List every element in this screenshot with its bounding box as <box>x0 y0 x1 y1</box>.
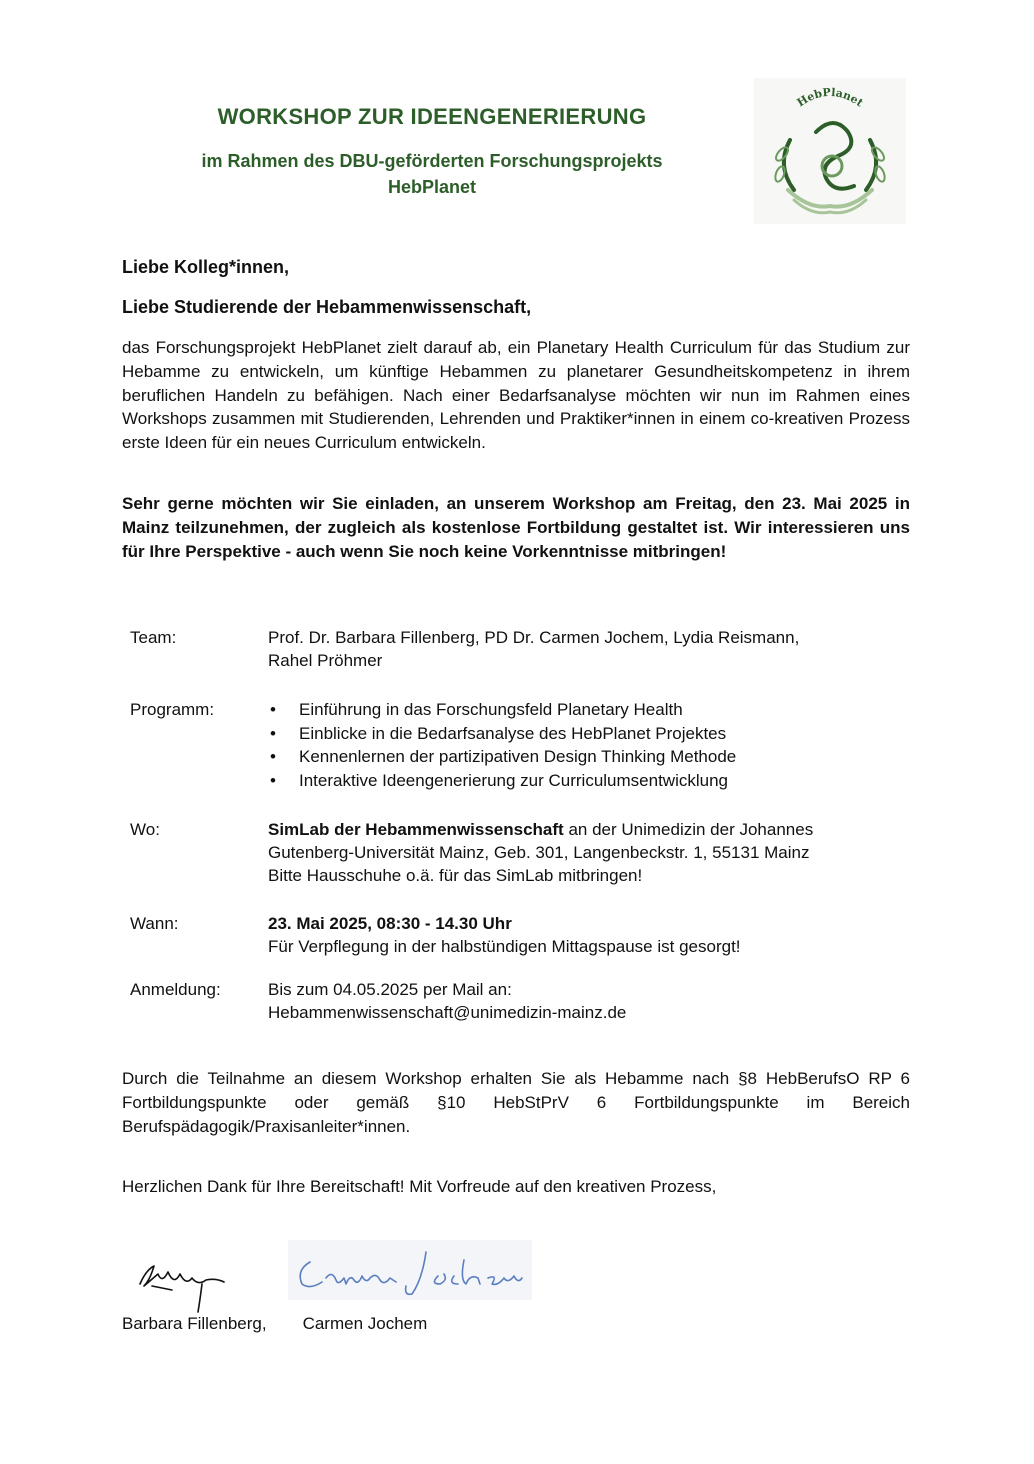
signature-fillenberg <box>132 1256 230 1316</box>
subtitle-line-2: HebPlanet <box>387 177 477 197</box>
programm-item-1: Einführung in das Forschungsfeld Planetary Health <box>299 700 683 719</box>
venue-name: SimLab der Hebammenwissenschaft <box>268 820 564 839</box>
list-item <box>268 745 908 769</box>
hebplanet-logo <box>754 78 906 224</box>
list-item <box>268 722 908 746</box>
list-item <box>268 769 908 793</box>
programm-list <box>268 698 908 792</box>
greeting-students: Liebe Studierende der Hebammenwissenschaft, <box>122 297 532 317</box>
wann-label: Wann: <box>130 914 179 933</box>
wo-value <box>268 818 908 887</box>
team-value <box>268 626 908 672</box>
bullet-icon: • <box>270 747 276 766</box>
anmeldung-label: Anmeldung: <box>130 980 221 999</box>
signatory-fillenberg: Barbara Fillenberg, <box>122 1314 267 1333</box>
team-line-1: Prof. Dr. Barbara Fillenberg, PD Dr. Carmen Jochem, Lydia Reismann, <box>268 628 800 647</box>
event-time: 23. Mai 2025, 08:30 - 14.30 Uhr <box>268 914 512 933</box>
signatory-jochem: Carmen Jochem <box>302 1314 428 1333</box>
programm-label: Programm: <box>130 700 215 719</box>
greeting-colleagues: Liebe Kolleg*innen, <box>122 257 290 277</box>
document-subtitle <box>150 148 714 200</box>
team-label: Team: <box>130 628 177 647</box>
anmeldung-deadline: Bis zum 04.05.2025 per Mail an: <box>268 980 512 999</box>
document-title: WORKSHOP ZUR IDEENGENERIERUNG <box>217 104 647 129</box>
programm-item-3: Kennenlernen der partizipativen Design Thinking Methode <box>299 747 737 766</box>
intro-paragraph: das Forschungsprojekt HebPlanet zielt darauf ab, ein Planetary Health Curriculum für das Studium zur Hebamme zu entwickeln, um künftige Hebammen zu planetarer Gesundheitskompetenz in ihrem beruflichen Handeln zu befähigen. Nach einer Bedarfsanalyse möchten wir nun im Rahmen eines Workshops zusammen mit Studierenden, Lehrenden und Praktiker*innen in einem co-kreativen Prozess erste Ideen für ein neues Curriculum entwickeln. <box>122 338 910 453</box>
invitation-paragraph: Sehr gerne möchten wir Sie einladen, an unserem Workshop am Freitag, den 23. Mai 2025 in Mainz teilzunehmen, der zugleich als kostenlose Fortbildung gestaltet ist. Wir interessieren uns für Ihre Perspektive - auch wenn Sie noch keine Vorkenntnisse mitbringen! <box>122 494 910 561</box>
programm-item-4: Interaktive Ideengenerierung zur Curriculumsentwicklung <box>299 770 728 790</box>
bullet-icon: • <box>270 770 276 790</box>
wo-line-2: Gutenberg-Universität Mainz, Geb. 301, Langenbeckstr. 1, 55131 Mainz <box>268 843 810 862</box>
thanks-line: Herzlichen Dank für Ihre Bereitschaft! Mit Vorfreude auf den kreativen Prozess, <box>122 1177 717 1196</box>
wo-line-3: Bitte Hausschuhe o.ä. für das SimLab mitbringen! <box>268 866 643 885</box>
programm-item-2: Einblicke in die Bedarfsanalyse des HebPlanet Projektes <box>299 723 727 743</box>
wo-label: Wo: <box>130 820 160 839</box>
logo-text: HebPlanet <box>794 85 866 110</box>
certification-paragraph: Durch die Teilnahme an diesem Workshop erhalten Sie als Hebamme nach §8 HebBerufsO RP 6 Fortbildungspunkte oder gemäß §10 HebStPrV 6 Fortbildungspunkte im Bereich Berufspädagogik/Praxisanleiter*innen. <box>122 1069 910 1136</box>
registration-email[interactable]: Hebammenwissenschaft@unimedizin-mainz.de <box>268 1003 627 1022</box>
anmeldung-value <box>268 978 908 1024</box>
wann-value <box>268 912 908 958</box>
signature-jochem <box>288 1240 532 1300</box>
catering-note: Für Verpflegung in der halbstündigen Mittagspause ist gesorgt! <box>268 937 741 956</box>
bullet-icon: • <box>270 723 276 743</box>
wo-line-1 <box>268 818 908 841</box>
team-line-2: Rahel Pröhmer <box>268 651 383 670</box>
bullet-icon: • <box>270 700 276 719</box>
list-item <box>268 698 908 722</box>
signatory-names <box>122 1314 427 1334</box>
venue-rest: an der Unimedizin der Johannes <box>563 820 814 839</box>
subtitle-line-1: im Rahmen des DBU-geförderten Forschungsprojekts <box>201 151 663 171</box>
programm-value <box>268 698 908 792</box>
